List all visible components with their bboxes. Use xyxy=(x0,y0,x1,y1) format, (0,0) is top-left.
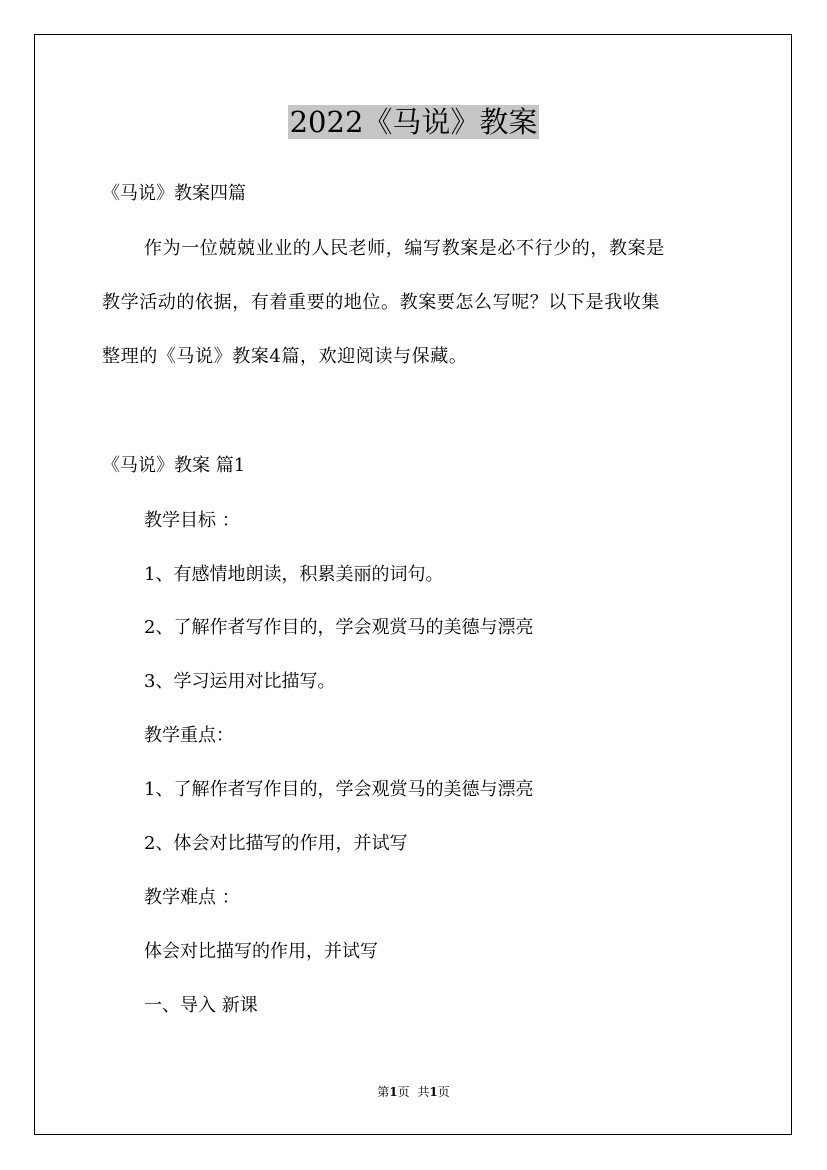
footer-total-pages: 1 xyxy=(429,1085,438,1099)
footer-total-suffix: 页 xyxy=(437,1085,450,1099)
objectives-heading: 教学目标 ： xyxy=(144,510,240,531)
key-point-item-2: 2、体会对比描写的作用，并试写 xyxy=(144,833,408,854)
lesson-step-1: 一、导入 新课 xyxy=(144,995,258,1016)
key-point-item-1: 1、了解作者写作目的，学会观赏马的美德与漂亮 xyxy=(144,779,534,800)
footer-page-number: 1 xyxy=(389,1085,398,1099)
difficulties-heading: 教学难点 ： xyxy=(144,887,240,908)
page-footer xyxy=(0,1083,827,1101)
footer-page-prefix: 第 xyxy=(377,1085,390,1099)
document-title-text: 2022《马说》教案 xyxy=(289,105,538,139)
document-subtitle: 《马说》教案四篇 xyxy=(102,183,246,204)
intro-paragraph-line-1: 作为一位兢兢业业的人民老师，编写教案是必不行少的，教案是 xyxy=(144,238,665,259)
key-points-heading: 教学重点： xyxy=(144,725,234,746)
section-heading: 《马说》教案 篇1 xyxy=(102,455,246,476)
objective-item-1: 1、有感情地朗读，积累美丽的词句。 xyxy=(144,564,444,585)
objective-item-2: 2、了解作者写作目的，学会观赏马的美德与漂亮 xyxy=(144,617,534,638)
footer-page-suffix: 页 xyxy=(397,1085,410,1099)
objective-item-3: 3、学习运用对比描写。 xyxy=(144,671,336,692)
intro-paragraph-line-3: 整理的《马说》教案4篇，欢迎阅读与保藏。 xyxy=(102,346,468,367)
difficulty-item-1: 体会对比描写的作用，并试写 xyxy=(144,941,378,962)
intro-paragraph-line-2: 教学活动的依据，有着重要的地位。教案要怎么写呢？以下是我收集 xyxy=(102,292,660,313)
document-title xyxy=(0,100,827,144)
footer-total-prefix: 共 xyxy=(417,1085,430,1099)
